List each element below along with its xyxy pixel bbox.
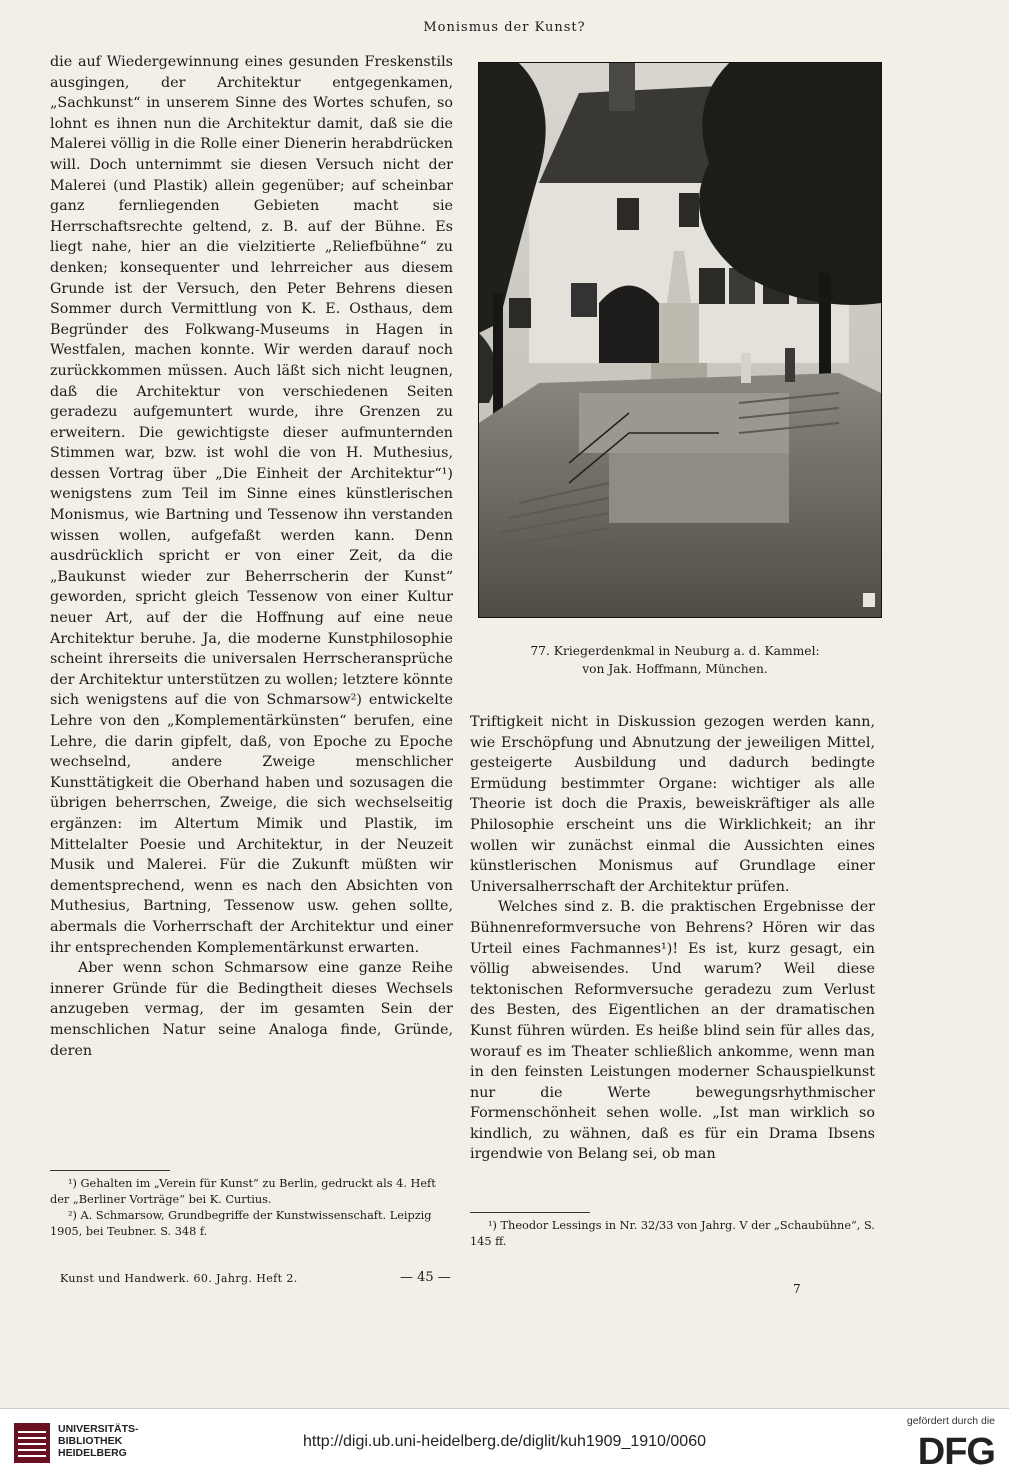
permalink-url[interactable]: http://digi.ub.uni-heidelberg.de/diglit/kuh1909_1910/0060: [303, 1433, 706, 1450]
caption-line-2: von Jak. Hoffmann, München.: [582, 662, 768, 676]
right-paragraph-2: Welches sind z. B. die praktischen Ergebnisse der Bühnenreformversuche von Behrens? Hören wir das Urteil eines Fachmannes¹)! Es ist, kurz gesagt, ein völlig abweisendes. Und warum? Weil diese tektonischen Reformversuche geradezu zum Verlust des Besten, des Eigentlichen an der dramatischen Kunst führen würden. Es heiße blind sein für alles das, worauf es im Theater schließlich ankomme, wenn man in den feinsten Leistungen moderner Schauspielkunst nur die Werte bewegungsrhythmischer Formenschönheit sehen wolle. „Ist man wirklich so kindlich, zu wähnen, daß es für ein Drama Ibsens irgendwie von Belang sei, ob man: [470, 899, 875, 1163]
footnote-rule-right: [470, 1212, 590, 1213]
sponsor-text: gefördert durch die: [906, 1415, 995, 1427]
viewer-bottom-bar: [0, 1408, 1009, 1480]
caption-line-1: 77. Kriegerdenkmal in Neuburg a. d. Kammel:: [530, 644, 820, 658]
footnote-2: ²) A. Schmarsow, Grundbegriffe der Kunstwissenschaft. Leipzig 1905, bei Teubner. S. 348 f.: [50, 1209, 432, 1238]
running-head: Monismus der Kunst?: [423, 20, 586, 35]
figure-caption: [470, 642, 880, 678]
library-name-line-2: BIBLIOTHEK: [58, 1435, 123, 1447]
page-number: — 45 —: [400, 1270, 451, 1285]
right-footnotes: [470, 1218, 875, 1250]
dfg-logo[interactable]: DFG: [917, 1431, 995, 1473]
left-paragraph-1: die auf Wiedergewinnung eines gesunden Freskenstils ausgingen, der Architektur entgegenkamen, „Sachkunst“ in unserem Sinne des Wortes schufen, so lohnt es ihnen nun die Architektur damit, daß sie die Malerei völlig in die Rolle einer Dienerin herabdrücken will. Doch unternimmt sie diesen Versuch nicht der Malerei (und Plastik) allein gegenüber; auf scheinbar ganz fernliegenden Gebieten macht sie Herrschaftsrechte geltend, z. B. auf der Bühne. Es liegt nahe, hier an die vielzitierte „Reliefbühne“ zu denken; konsequenter und lehrreicher aus diesem Grunde ist der Versuch, den Peter Behrens diesen Sommer durch Vermittlung von K. E. Osthaus, dem Begründer des Folkwang-Museums in Hagen in Westfalen, machen konnte. Wir werden darauf noch zurückkommen müssen. Auch läßt sich nicht leugnen, daß die Architektur von verschiedenen Seiten geradezu aufgemuntert wurde, ihre Grenzen zu erweitern. Die gewichtigste dieser aufmunternden Stimmen war, bzw. ist wohl die von H. Muthesius, dessen Vortrag über „Die Einheit der Architektur“¹) wenigstens zum Teil im Sinne eines künstlerischen Monismus, wie Bartning und Tessenow ihn verstanden wissen wollen, aufgefaßt werden kann. Denn ausdrücklich spricht er von einer Zeit, da die „Baukunst wieder zur Beherrscherin der Kunst“ geworden, spricht gleich Tessenow von einer Kultur neuer Art, auf der die Hoffnung auf eine neue Architektur beruhe. Ja, die moderne Kunstphilosophie scheint ihrerseits die universalen Herrscheransprüche der Architektur unterstützen zu wollen; letztere könnte sich wenigstens auf die von Schmarsow²) entwickelte Lehre von den „Komplementärkünsten“ berufen, eine Lehre, die darin gipfelt, daß, von Epoche zu Epoche wechselnd, andere Zweige menschlicher Kunsttätigkeit die Oberhand haben und sozusagen die übrigen beherrschen, Zweige, die sich wechselseitig ergänzen: im Altertum Mimik und Plastik, im Mittelalter Poesie und Architektur, in der Neuzeit Musik und Malerei. Für die Zukunft müßten wir dementsprechend, wenn es nach den Absichten von Muthesius, Bartning, Tessenow usw. gehen sollte, abermals die Vorherrschaft der Architektur und einer ihr entsprechenden Komplementärkunst erwarten.: [50, 54, 453, 956]
library-name-line-3: HEIDELBERG: [58, 1447, 127, 1459]
footnote-3: ¹) Theodor Lessings in Nr. 32/33 von Jahrg. V der „Schaubühne“, S. 145 ff.: [470, 1219, 875, 1248]
signature-mark: 7: [793, 1282, 801, 1296]
journal-footer: Kunst und Handwerk. 60. Jahrg. Heft 2.: [60, 1272, 298, 1285]
footnote-rule-left: [50, 1170, 170, 1171]
memorial-photo-illustration: [479, 63, 881, 617]
left-footnotes: [50, 1176, 453, 1240]
left-column: [50, 52, 453, 1061]
footnote-1: ¹) Gehalten im „Verein für Kunst“ zu Berlin, gedruckt als 4. Heft der „Berliner Vorträge“ bei K. Curtius.: [50, 1177, 436, 1206]
memorial-photograph: [478, 62, 882, 618]
right-column: [470, 712, 875, 1165]
library-name-line-1: UNIVERSITÄTS-: [58, 1423, 139, 1435]
left-paragraph-2: Aber wenn schon Schmarsow eine ganze Reihe innerer Gründe für die Bedingtheit dieses Wechsels anzugeben vermag, der im gesamten Sein der menschlichen Natur seine Analoga finde, Gründe, deren: [50, 960, 453, 1059]
right-paragraph-1: Triftigkeit nicht in Diskussion gezogen werden kann, wie Erschöpfung und Abnutzung der jeweiligen Mittel, gesteigerte Ausbildung und dadurch bedingte Ermüdung bestimmter Organe: wichtiger als alle Theorie ist doch die Praxis, beweiskräftiger als alle Philosophie erscheint uns die Wirklichkeit; an ihr wollen wir zunächst einmal die Aussichten eines künstlerischen Monismus auf Grundlage einer Universalherrschaft der Architektur prüfen.: [470, 714, 875, 895]
